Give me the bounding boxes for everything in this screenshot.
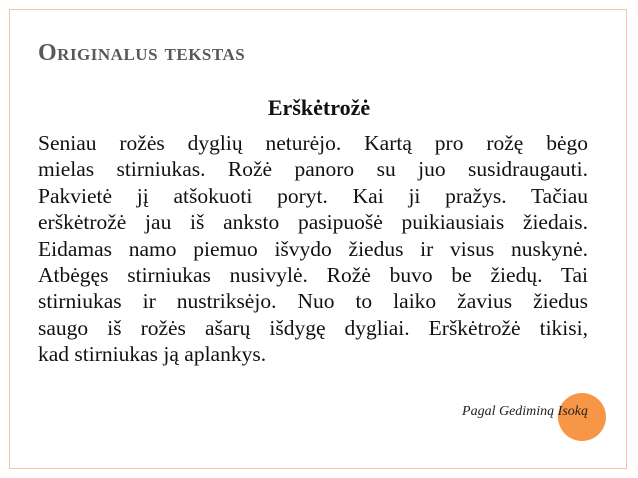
story-line: saugo iš rožės ašarų išdygę dygliai. Erškėtrožė tikisi, [38,315,588,340]
story-title: Erškėtrožė [267,95,371,120]
story-line: Atbėgęs stirniukas nusivylė. Rožė buvo be žiedų. Tai [38,262,588,287]
story-line: Eidamas namo piemuo išvydo žiedus ir visus nuskynė. [38,236,588,261]
story-line: Pakvietė jį atšokuoti poryt. Kai ji pražys. Tačiau [38,183,588,208]
slide-title: Originalus tekstas [38,40,246,66]
story-line: stirniukas ir nustriksėjo. Nuo to laiko žavius žiedus [38,289,588,314]
story-line: erškėtrožė jau iš anksto pasipuošė puikiausiais žiedais. [38,210,588,235]
story-text [38,130,588,368]
story-line: Seniau rožės dyglių neturėjo. Kartą pro rožę bėgo [38,131,588,155]
story-line: mielas stirniukas. Rožė panoro su juo susidraugauti. [38,157,588,182]
source-attribution: Pagal Gediminą Isoką [462,404,588,419]
story-line: kad stirniukas ją aplankys. [38,342,267,367]
